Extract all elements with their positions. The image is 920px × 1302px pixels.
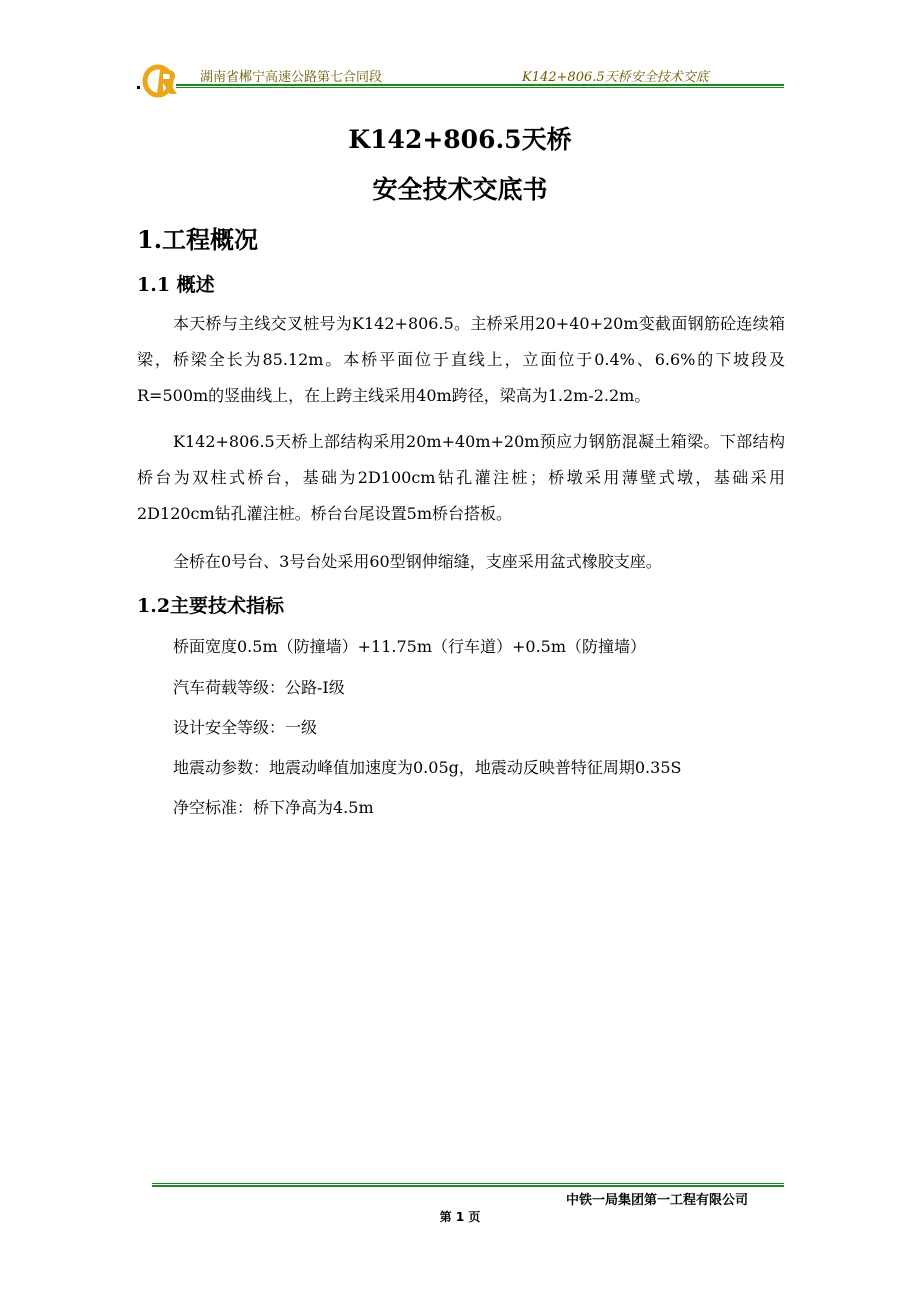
paragraph-summary-1: 本天桥与主线交叉桩号为K142+806.5。主桥采用20+40+20m变截面钢筋砼连续箱梁，桥梁全长为85.12m。本桥平面位于直线上，立面位于0.4%、6.6%的下坡段及R=500m的竖曲线上，在上跨主线采用40m跨径，梁高为1.2m-2.2m。 xyxy=(137,314,785,405)
header-document-name: K142+806.5天桥安全技术交底 xyxy=(522,70,709,85)
paragraph-summary-3: 全桥在0号台、3号台处采用60型钢伸缩缝，支座采用盆式橡胶支座。 xyxy=(173,552,662,571)
header-project-name: 湖南省郴宁高速公路第七合同段 xyxy=(200,70,383,85)
spec-item-seismic: 地震动参数：地震动峰值加速度为0.05g，地震动反映普特征周期0.35S xyxy=(173,758,682,777)
document-title-line1: K142+806.5天桥 xyxy=(348,125,572,154)
spec-item-load-grade: 汽车荷载等级：公路-Ⅰ级 xyxy=(173,678,345,697)
document-title-line2: 安全技术交底书 xyxy=(372,175,548,204)
header-rule xyxy=(176,84,784,88)
company-logo-icon xyxy=(142,64,184,98)
bullet-dot xyxy=(137,86,140,89)
paragraph-summary-2: K142+806.5天桥上部结构采用20m+40m+20m预应力钢筋混凝土箱梁。下部结构桥台为双柱式桥台，基础为2D100cm钻孔灌注桩；桥墩采用薄壁式墩，基础采用2D120cm钻孔灌注桩。桥台台尾设置5m桥台搭板。 xyxy=(137,432,785,523)
spec-item-clearance: 净空标准：桥下净高为4.5m xyxy=(173,798,374,817)
footer-page-number: 第 1 页 xyxy=(439,1210,481,1224)
footer-rule xyxy=(152,1183,784,1187)
spec-item-safety-grade: 设计安全等级：一级 xyxy=(173,718,318,737)
section-heading-overview: 1.工程概况 xyxy=(137,225,259,254)
subsection-heading-summary: 1.1 概述 xyxy=(137,274,215,296)
spec-item-deck-width: 桥面宽度0.5m（防撞墙）+11.75m（行车道）+0.5m（防撞墙） xyxy=(173,637,647,656)
footer-company-name: 中铁一局集团第一工程有限公司 xyxy=(566,1193,749,1208)
subsection-heading-tech-specs: 1.2主要技术指标 xyxy=(137,595,285,617)
